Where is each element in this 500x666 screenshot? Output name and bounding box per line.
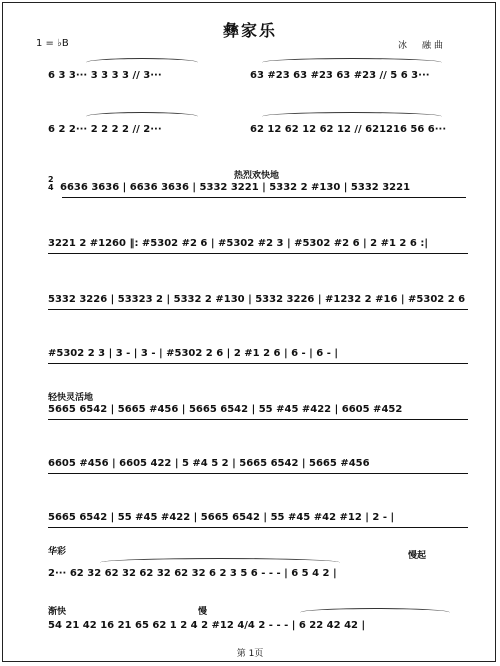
key-signature: 1 = ♭B <box>36 38 69 49</box>
notation-line-6: 3221 2 #1260 ‖: #5302 #2 6 | #5302 #2 3 | #5302 #2 6 | 2 #1 2 6 :| <box>48 238 428 249</box>
beam-line <box>48 419 468 420</box>
tempo-mark-light: 轻快灵活地 <box>48 393 94 403</box>
page-number: 第 1页 <box>236 649 264 659</box>
slur <box>86 58 198 67</box>
notation-line-7: 5332 3226 | 53323 2 | 5332 2 #130 | 5332 3226 | #1232 2 #16 | #5302 2 6 <box>48 294 466 305</box>
song-title: 彝家乐 <box>222 21 277 40</box>
beam-line <box>48 363 468 364</box>
slur <box>262 112 442 121</box>
notation-line-10: 6605 #456 | 6605 422 | 5 #4 5 2 | 5665 6542 | 5665 #456 <box>48 458 370 469</box>
accelerando-mark: 渐快 <box>48 607 67 617</box>
slow-mark: 慢 <box>198 607 208 617</box>
beam-line <box>48 527 468 528</box>
notation-line-11: 5665 6542 | 55 #45 #422 | 5665 6542 | 55 #45 #42 #12 | 2 - | <box>48 512 395 523</box>
notation-line-2: 63 #23 63 #23 63 #23 // 5 6 3··· <box>250 70 430 81</box>
beam-line <box>48 253 468 254</box>
notation-line-13: 54 21 42 16 21 65 62 1 2 4 2 #12 4/4 2 - - - | 6 22 42 42 | <box>48 620 366 631</box>
slur <box>262 58 442 67</box>
slur <box>100 558 340 567</box>
slur <box>86 112 198 121</box>
notation-line-12: 2··· 62 32 62 32 62 32 62 32 6 2 3 5 6 - - - | 6 5 4 2 | <box>48 568 337 579</box>
notation-line-9: 5665 6542 | 5665 #456 | 5665 6542 | 55 #45 #422 | 6605 #452 <box>48 404 403 415</box>
composer: 冰 融曲 <box>398 41 447 51</box>
notation-line-5: 6636 3636 | 6636 3636 | 5332 3221 | 5332 2 #130 | 5332 3221 <box>60 182 411 193</box>
tempo-mark-lively: 热烈欢快地 <box>234 171 280 181</box>
time-signature-top: 2 <box>48 175 54 184</box>
beam-line <box>62 197 466 198</box>
slow-start-mark: 慢起 <box>408 551 427 561</box>
slur <box>300 608 450 617</box>
beam-line <box>48 473 468 474</box>
notation-line-8: #5302 2 3 | 3 - | 3 - | #5302 2 6 | 2 #1 2 6 | 6 - | 6 - | <box>48 348 339 359</box>
cadenza-mark: 华彩 <box>48 547 67 557</box>
notation-line-1: 6 3 3··· 3 3 3 3 // 3··· <box>48 70 162 81</box>
notation-line-4: 62 12 62 12 62 12 // 621216 56 6··· <box>250 124 447 135</box>
time-signature-bottom: 4 <box>48 183 54 192</box>
time-signature <box>48 176 54 192</box>
notation-line-3: 6 2 2··· 2 2 2 2 // 2··· <box>48 124 162 135</box>
beam-line <box>48 309 468 310</box>
